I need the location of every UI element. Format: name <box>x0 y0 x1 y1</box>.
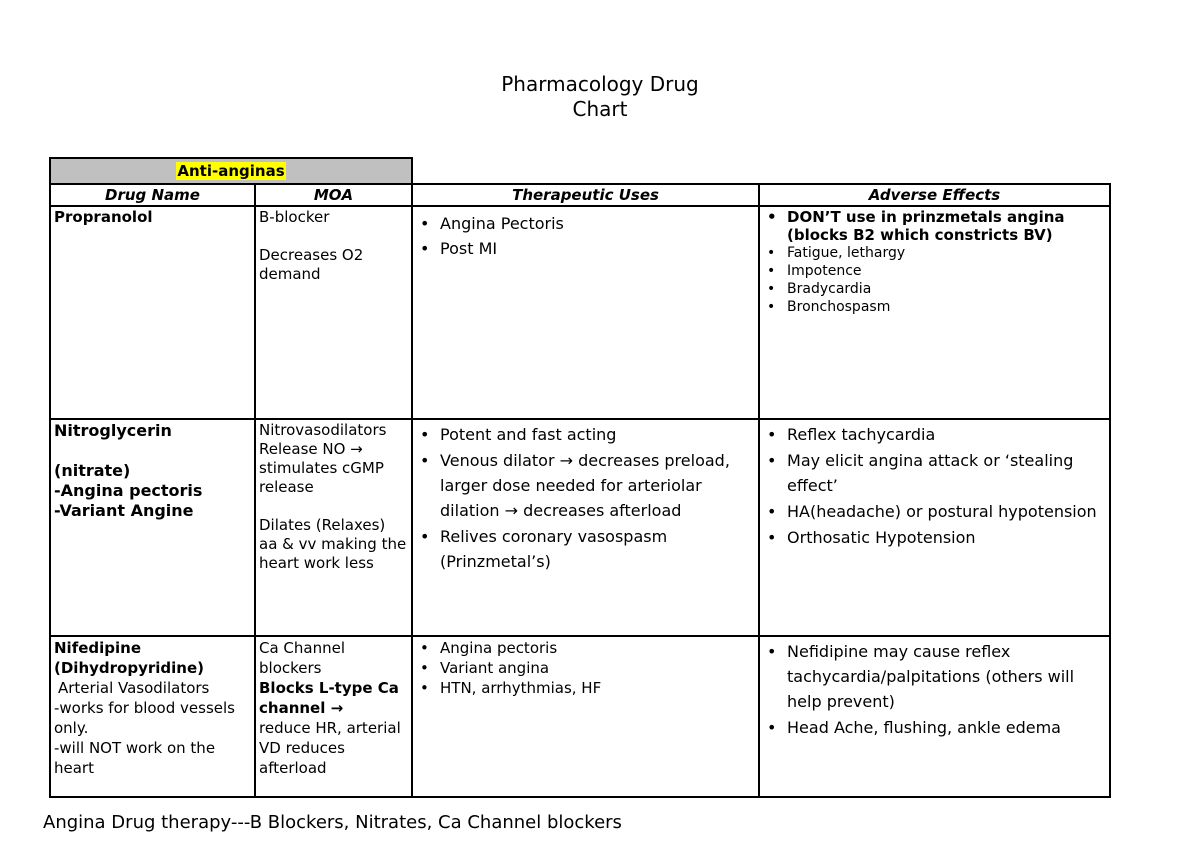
drug-name: Nitroglycerin <box>54 421 172 440</box>
drug-chart-table <box>49 157 1111 798</box>
moa-cell <box>255 636 412 797</box>
drug-note: -works for blood vessels only. <box>54 699 235 737</box>
list-item: • Variant angina <box>440 658 755 678</box>
moa-line: Decreases O2 demand <box>259 246 364 283</box>
list-item: • Impotence <box>787 262 1106 280</box>
category-cell <box>50 158 412 184</box>
moa-line: B-blocker <box>259 208 330 226</box>
adverse-cell <box>759 636 1110 797</box>
list-item: • Orthosatic Hypotension <box>787 525 1106 550</box>
header-drug-name: Drug Name <box>50 184 255 206</box>
spacer <box>259 497 408 516</box>
page-title <box>0 72 1200 122</box>
list-item: • Post MI <box>440 236 755 261</box>
uses-cell <box>412 636 759 797</box>
category-spacer <box>412 158 1110 184</box>
header-moa: MOA <box>255 184 412 206</box>
spacer <box>259 227 408 246</box>
drug-note: -Angina pectoris <box>54 481 203 500</box>
moa-line: Ca Channel blockers <box>259 639 346 677</box>
title-line-1: Pharmacology Drug <box>501 72 699 96</box>
moa-cell <box>255 206 412 419</box>
table-row <box>50 419 1110 636</box>
adverse-list-2 <box>763 244 1106 316</box>
header-therapeutic-uses: Therapeutic Uses <box>412 184 759 206</box>
moa-line: Dilates (Relaxes) aa & vv making the heart work less <box>259 516 407 572</box>
header-adverse-effects: Adverse Effects <box>759 184 1110 206</box>
list-item: • Bronchospasm <box>787 298 1106 316</box>
moa-line: Release NO → stimulates cGMP release <box>259 440 384 496</box>
adverse-list <box>763 422 1106 550</box>
moa-cell <box>255 419 412 636</box>
adverse-list <box>763 639 1106 740</box>
table-row <box>50 636 1110 797</box>
uses-list <box>416 422 755 574</box>
list-item: • Nefidipine may cause reflex tachycardia/palpitations (others will help prevent) <box>787 639 1106 714</box>
list-item: • Head Ache, flushing, ankle edema <box>787 715 1106 740</box>
list-item: • Angina Pectoris <box>440 211 755 236</box>
list-item: • Potent and fast acting <box>440 422 755 447</box>
footer-note: Angina Drug therapy---B Blockers, Nitrates, Ca Channel blockers <box>43 812 622 833</box>
moa-line-bold: Blocks L-type Ca channel → <box>259 679 399 717</box>
moa-line: reduce HR, arterial VD reduces afterload <box>259 719 401 777</box>
list-item: • DON’T use in prinzmetals angina (blocks B2 which constricts BV) <box>787 208 1106 244</box>
title-line-2: Chart <box>572 97 628 121</box>
drug-name-cell <box>50 419 255 636</box>
uses-cell <box>412 419 759 636</box>
spacer <box>54 441 251 461</box>
list-item: • HA(headache) or postural hypotension <box>787 499 1106 524</box>
drug-name-cell <box>50 636 255 797</box>
table-row <box>50 206 1110 419</box>
adverse-cell <box>759 206 1110 419</box>
uses-list <box>416 638 755 698</box>
drug-name: Propranolol <box>54 208 153 226</box>
drug-note: (nitrate) <box>54 461 131 480</box>
list-item: • Angina pectoris <box>440 638 755 658</box>
uses-cell <box>412 206 759 419</box>
adverse-list <box>763 208 1106 244</box>
drug-note: -will NOT work on the heart <box>54 739 216 777</box>
list-item: • Reflex tachycardia <box>787 422 1106 447</box>
category-label: Anti-anginas <box>177 162 285 180</box>
list-item: • May elicit angina attack or ‘stealing effect’ <box>787 448 1106 498</box>
adverse-cell <box>759 419 1110 636</box>
header-row <box>50 184 1110 206</box>
uses-list <box>416 211 755 261</box>
moa-line: Nitrovasodilators <box>259 421 387 439</box>
drug-name-cell <box>50 206 255 419</box>
drug-note: Arterial Vasodilators <box>58 679 210 697</box>
list-item: • Bradycardia <box>787 280 1106 298</box>
list-item: • HTN, arrhythmias, HF <box>440 678 755 698</box>
drug-note: -Variant Angine <box>54 501 194 520</box>
category-row <box>50 158 1110 184</box>
list-item: • Fatigue, lethargy <box>787 244 1106 262</box>
drug-name: Nifedipine (Dihydropyridine) <box>54 639 204 677</box>
list-item: • Relives coronary vasospasm (Prinzmetal’s) <box>440 524 755 574</box>
list-item: • Venous dilator → decreases preload, larger dose needed for arteriolar dilation → decreases afterload <box>440 448 755 523</box>
